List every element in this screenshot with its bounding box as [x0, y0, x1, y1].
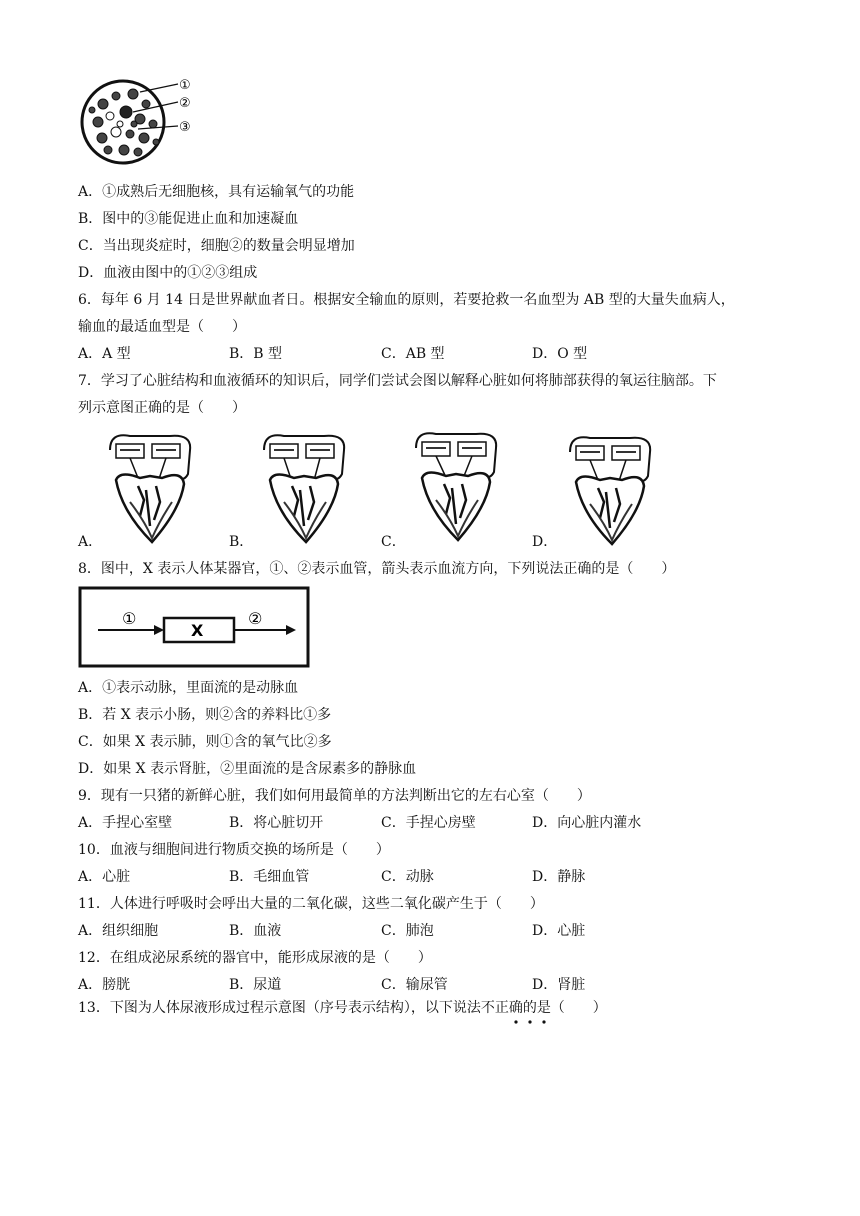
q7-option-c: C．	[381, 534, 406, 550]
q10-stem: 10．血液与细胞间进行物质交换的场所是（ ）	[78, 842, 390, 858]
q5-option-a: A．①成熟后无细胞核，具有运输氧气的功能	[78, 184, 355, 200]
q10-option-a: A．心脏	[78, 869, 131, 885]
q5-option-c: C．当出现炎症时，细胞②的数量会明显增加	[78, 238, 355, 254]
q6-stem-line1: 6．每年 6 月 14 日是世界献血者日。根据安全输血的原则，若要抢救一名血型为 AB 型的大量失血病人，	[78, 292, 735, 308]
q9-stem: 9．现有一只猪的新鲜心脏，我们如何用最简单的方法判断出它的左右心室（ ）	[78, 788, 591, 804]
q13-stem: 13．下图为人体尿液形成过程示意图（序号表示结构），以下说法不正确的是（ ）	[78, 1000, 607, 1016]
vessel-2-label: ②	[248, 609, 263, 628]
smear-label-2: ②	[179, 96, 191, 111]
vessel-1-label: ①	[122, 609, 137, 628]
heart-diagram-a	[100, 430, 200, 550]
smear-label-3: ③	[179, 120, 191, 135]
q9-option-a: A．手捏心室壁	[78, 815, 173, 831]
q10-option-d: D．静脉	[532, 869, 586, 885]
q9-option-b: B．将心脏切开	[229, 815, 324, 831]
q12-option-a: A．膀胱	[78, 977, 131, 993]
q10-option-b: B．毛细血管	[229, 869, 310, 885]
q9-option-d: D．向心脏内灌水	[532, 815, 642, 831]
q11-stem: 11．人体进行呼吸时会呼出大量的二氧化碳，这些二氧化碳产生于（ ）	[78, 896, 544, 912]
q11-option-c: C．肺泡	[381, 923, 434, 939]
q10-option-c: C．动脉	[381, 869, 434, 885]
q6-option-d: D．O 型	[532, 346, 588, 362]
heart-diagram-c	[406, 428, 506, 548]
q7-stem-line1: 7．学习了心脏结构和血液循环的知识后，同学们尝试会图以解释心脏如何将肺部获得的氧运往脑部。下	[78, 373, 717, 389]
q12-stem: 12．在组成泌尿系统的器官中，能形成尿液的是（ ）	[78, 950, 432, 966]
q11-option-d: D．心脏	[532, 923, 586, 939]
q6-option-c: C．AB 型	[381, 346, 445, 362]
q6-option-b: B．B 型	[229, 346, 283, 362]
heart-diagram-d	[560, 432, 660, 552]
q8-stem: 8．图中，X 表示人体某器官，①、②表示血管，箭头表示血流方向，下列说法正确的是（ ）	[78, 561, 676, 577]
heart-diagram-b	[254, 430, 354, 550]
q12-option-d: D．肾脏	[532, 977, 586, 993]
q7-option-d: D．	[532, 534, 558, 550]
q9-option-c: C．手捏心房壁	[381, 815, 476, 831]
q12-option-c: C．输尿管	[381, 977, 448, 993]
q8-option-a: A．①表示动脉，里面流的是动脉血	[78, 680, 299, 696]
q5-option-d: D．血液由图中的①②③组成	[78, 265, 258, 281]
smear-label-1: ①	[179, 78, 191, 93]
blood-smear-figure	[78, 74, 198, 174]
organ-flow-diagram	[78, 586, 312, 670]
q7-stem-line2: 列示意图正确的是（ ）	[78, 400, 246, 416]
q6-stem-line2: 输血的最适血型是（ ）	[78, 319, 246, 335]
q7-option-b: B．	[229, 534, 254, 550]
q11-option-a: A．组织细胞	[78, 923, 159, 939]
q8-option-c: C．如果 X 表示肺，则①含的氧气比②多	[78, 734, 332, 750]
q6-option-a: A．A 型	[78, 346, 131, 362]
q5-option-b: B．图中的③能促进止血和加速凝血	[78, 211, 299, 227]
emphasis-dots	[512, 1018, 552, 1026]
q7-option-a: A．	[78, 534, 103, 550]
q11-option-b: B．血液	[229, 923, 282, 939]
q8-option-b: B．若 X 表示小肠，则②含的养料比①多	[78, 707, 332, 723]
q12-option-b: B．尿道	[229, 977, 282, 993]
q8-option-d: D．如果 X 表示肾脏，②里面流的是含尿素多的静脉血	[78, 761, 417, 777]
organ-x-label: X	[191, 621, 204, 640]
